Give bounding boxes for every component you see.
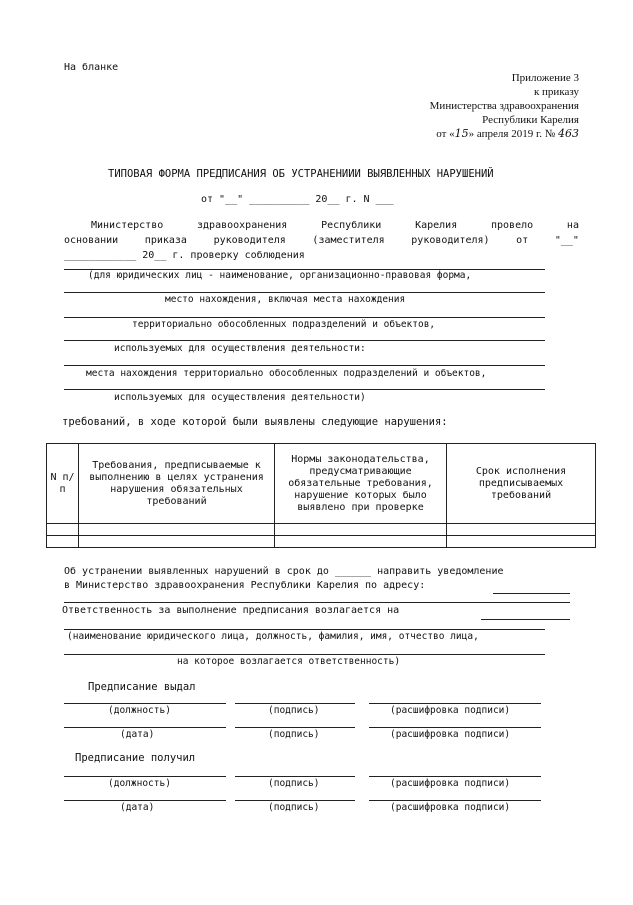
notice-line-2: в Министерство здравоохранения Республики Карелия по адресу: (64, 580, 426, 591)
issued-title: Предписание выдал (88, 681, 196, 693)
intro-word: от (516, 235, 529, 246)
responsible-field-line[interactable] (481, 619, 570, 620)
caption-2: место нахождения, включая места нахождения (165, 294, 406, 305)
caption-6: используемых для осуществления деятельности) (114, 392, 366, 403)
received-signature-caption: (подпись) (268, 778, 320, 789)
table-cell[interactable] (447, 524, 596, 536)
appendix-date-prefix: от « (436, 128, 455, 140)
intro-word: Карелия (415, 220, 458, 231)
violations-table (46, 443, 596, 548)
appendix-line-2: к приказу (533, 86, 579, 98)
appendix-date (436, 127, 579, 140)
received-decode-line-2[interactable] (369, 800, 541, 801)
intro-word: "__" (554, 235, 579, 246)
fill-line[interactable] (64, 629, 545, 630)
issued-position-line[interactable] (64, 703, 226, 704)
document-date-line: от "__" __________ 20__ г. N ___ (201, 194, 394, 205)
issued-decode-caption: (расшифровка подписи) (390, 705, 511, 716)
header-number: N п/п (47, 444, 79, 524)
intro-word: приказа (144, 235, 187, 246)
responsibility-text: Ответственность за выполнение предписания возлагается на (62, 605, 400, 616)
issued-signature-line[interactable] (235, 703, 355, 704)
intro-word: провело (491, 220, 534, 231)
received-signature-line-2[interactable] (235, 800, 355, 801)
fill-line[interactable] (64, 654, 545, 655)
table-cell[interactable] (79, 524, 275, 536)
intro-word: Республики (321, 220, 382, 231)
received-position-caption: (должность) (108, 778, 171, 789)
appendix-line-3: Министерства здравоохранения (429, 100, 579, 112)
caption-5: места нахождения территориально обособленных подразделений и объектов, (86, 368, 487, 379)
header-requirements: Требования, предписываемые к выполнению в целях устранения нарушения обязательных требований (79, 444, 275, 524)
fill-line (64, 292, 545, 293)
received-date-caption: (дата) (120, 802, 155, 813)
intro-line-1 (91, 220, 579, 231)
table-row (47, 536, 596, 548)
appendix-number: 463 (558, 127, 579, 140)
caption-3: территориально обособленных подразделений и объектов, (132, 319, 436, 330)
intro-line-2 (64, 235, 579, 246)
received-signature-caption-2: (подпись) (268, 802, 320, 813)
requirements-text: требований, в ходе которой были выявлены следующие нарушения: (62, 416, 448, 428)
issued-position-caption: (должность) (108, 705, 171, 716)
received-decode-caption-2: (расшифровка подписи) (390, 802, 511, 813)
form-title: ТИПОВАЯ ФОРМА ПРЕДПИСАНИЯ ОБ УСТРАНЕНИИИ ВЫЯВЛЕННЫХ НАРУШЕНИЙ (108, 168, 494, 180)
fill-line (64, 317, 545, 318)
issued-date-caption: (дата) (120, 729, 155, 740)
intro-word: (заместителя (312, 235, 385, 246)
table-cell[interactable] (47, 524, 79, 536)
header-norms: Нормы законодательства, предусматривающие обязательные требования, нарушение которых было выявлено при проверке (275, 444, 447, 524)
table-row (47, 524, 596, 536)
issued-decode-line[interactable] (369, 703, 541, 704)
intro-word: Министерство (91, 220, 164, 231)
fill-line (64, 389, 545, 390)
intro-word: руководителя (213, 235, 286, 246)
issued-date-line[interactable] (64, 727, 226, 728)
received-decode-caption: (расшифровка подписи) (390, 778, 511, 789)
table-cell[interactable] (47, 536, 79, 548)
appendix-line-1: Приложение 3 (511, 72, 579, 84)
fill-line (64, 365, 545, 366)
responsibility-caption-2: на которое возлагается ответственность) (177, 656, 401, 667)
caption-1: (для юридических лиц - наименование, организационно-правовая форма, (88, 270, 472, 281)
intro-word: руководителя) (411, 235, 490, 246)
blank-note: На бланке (64, 62, 119, 73)
table-cell[interactable] (275, 524, 447, 536)
intro-line-3: ____________ 20__ г. проверку соблюдения (64, 250, 305, 261)
intro-word: на (566, 220, 579, 231)
address-field-line[interactable] (493, 593, 570, 594)
fill-line (64, 340, 545, 341)
received-signature-line[interactable] (235, 776, 355, 777)
appendix-date-day: 15 (454, 127, 469, 140)
received-decode-line[interactable] (369, 776, 541, 777)
table-header-row (47, 444, 596, 524)
table-cell[interactable] (447, 536, 596, 548)
received-date-line[interactable] (64, 800, 226, 801)
table-cell[interactable] (275, 536, 447, 548)
issued-signature-caption-2: (подпись) (268, 729, 320, 740)
notice-line-1: Об устранении выявленных нарушений в срок до ______ направить уведомление (64, 566, 504, 577)
header-deadline: Срок исполнения предписываемых требований (447, 444, 596, 524)
received-title: Предписание получил (75, 752, 196, 764)
issued-decode-caption-2: (расшифровка подписи) (390, 729, 511, 740)
responsibility-caption-1: (наименование юридического лица, должность, фамилия, имя, отчество лица, (67, 631, 479, 642)
received-position-line[interactable] (64, 776, 226, 777)
issued-signature-caption: (подпись) (268, 705, 320, 716)
fill-line[interactable] (64, 602, 570, 603)
issued-decode-line-2[interactable] (369, 727, 541, 728)
table-cell[interactable] (79, 536, 275, 548)
intro-word: здравоохранения (197, 220, 288, 231)
issued-signature-line-2[interactable] (235, 727, 355, 728)
caption-4: используемых для осуществления деятельности: (114, 343, 366, 354)
appendix-line-4: Республики Карелия (482, 114, 579, 126)
appendix-date-suffix: » апреля 2019 г. № (468, 128, 556, 140)
intro-word: основании (64, 235, 119, 246)
